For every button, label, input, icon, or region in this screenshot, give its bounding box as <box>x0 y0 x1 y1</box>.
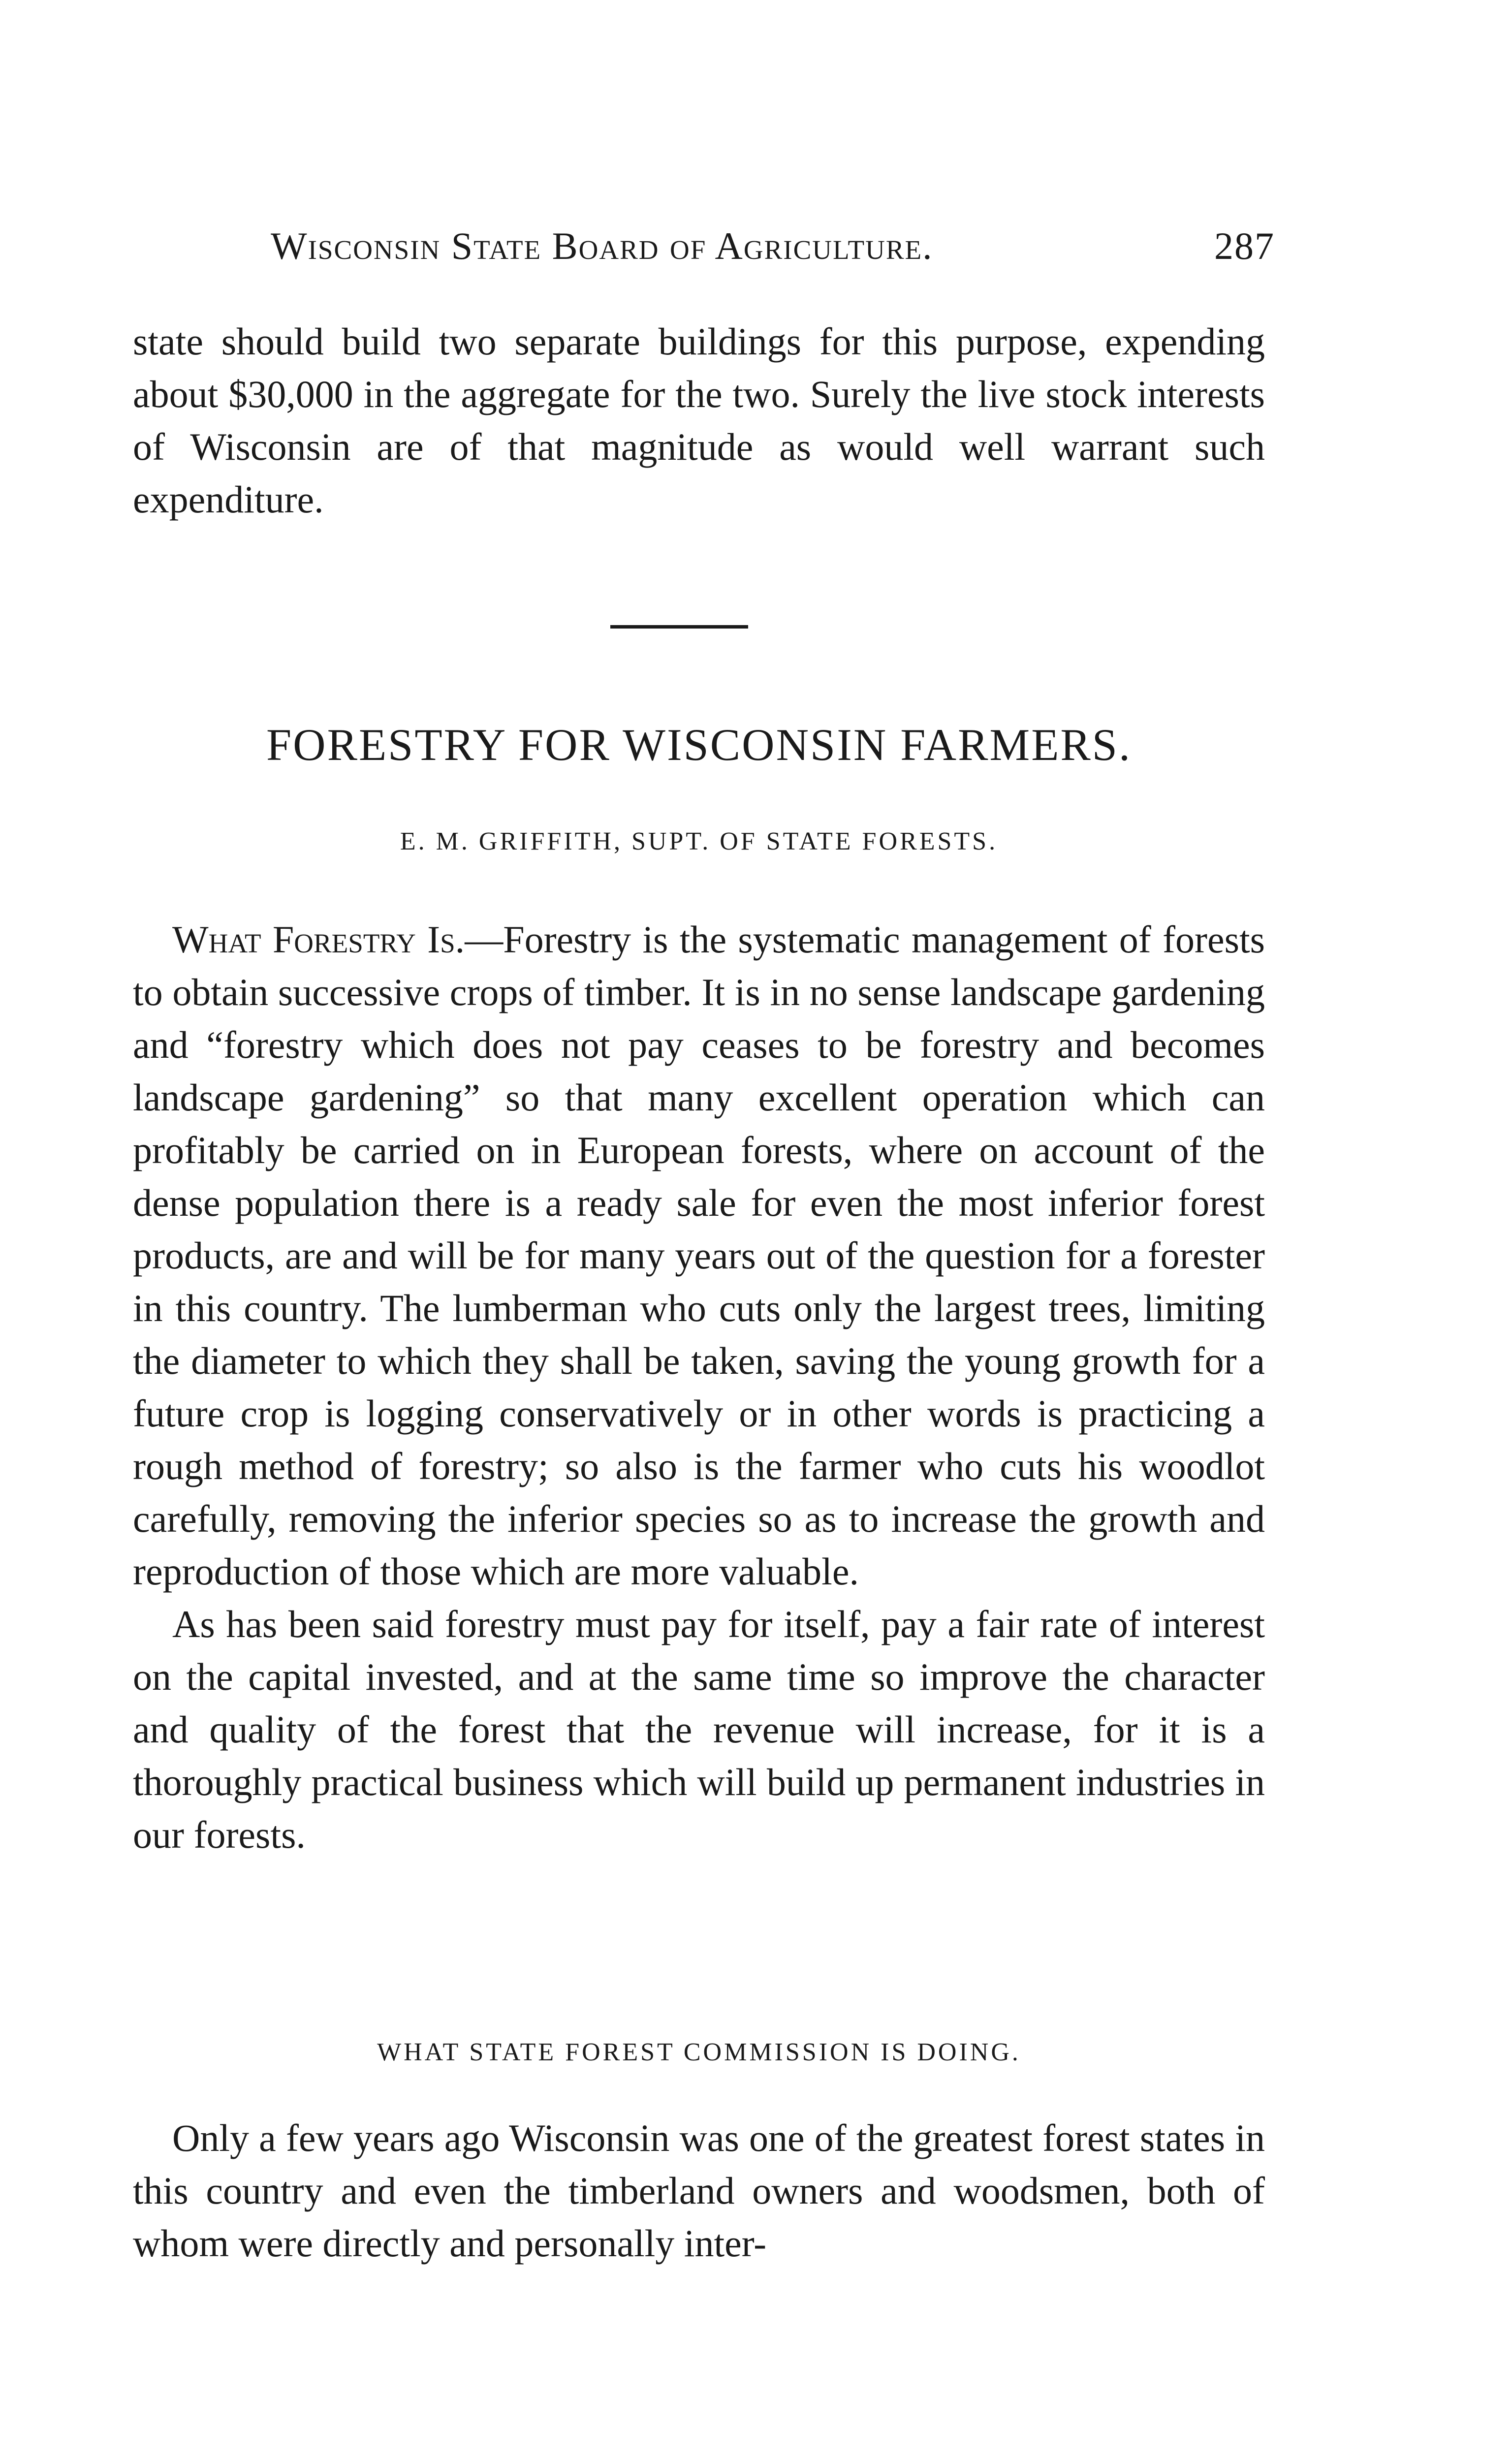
running-title: Wisconsin State Board of Agriculture. <box>271 224 933 267</box>
page-number: 287 <box>1214 224 1275 267</box>
page-header <box>231 224 1275 278</box>
article-title: FORESTRY FOR WISCONSIN FARMERS. <box>266 720 1132 770</box>
body-paragraph-2: As has been said forestry must pay for itself, pay a fair rate of interest on the capital invested, and at the same time so improve the character and quality of the forest that the revenue will increase, for it is a thoroughly practical business which will build up permanent industries in our forests. <box>133 1603 1265 1856</box>
continuation-paragraph: state should build two separate buildings for this purpose, expending about $30,000 in the aggregate for the two. Surely the live stock interests of Wisconsin are of that magnitude as would well warrant such expenditure. <box>133 320 1265 521</box>
section-divider <box>610 625 748 629</box>
article-body <box>133 913 1265 1861</box>
lead-in: What Forestry Is. <box>172 918 465 961</box>
continuation-text <box>133 315 1265 526</box>
section-body <box>133 2112 1265 2270</box>
paragraph-1-text: —Forestry is the systematic management of forests to obtain successive crops of timber. It is in no sense landscape gardening and “forestry which does not pay ceases to be forestry and becomes landscape gardening” so that many excellent operation which can profitably be carried on in European forests, where on account of the dense population there is a ready sale for even the most inferior forest products, are and will be for many years out of the question for a forester in this country. The lumberman who cuts only the largest trees, limiting the diameter to which they shall be taken, saving the young growth for a future crop is logging conservatively or in other words is practicing a rough method of forestry; so also is the farmer who cuts his woodlot carefully, removing the inferior species so as to increase the growth and reproduction of those which are more valuable. <box>133 918 1265 1593</box>
article-byline: E. M. GRIFFITH, SUPT. OF STATE FORESTS. <box>400 827 998 855</box>
body-paragraph-3: Only a few years ago Wisconsin was one of the greatest forest states in this country and even the timberland owners and woodsmen, both of whom were directly and personally inter- <box>133 2116 1265 2265</box>
section-subheading: WHAT STATE FOREST COMMISSION IS DOING. <box>377 2038 1021 2066</box>
body-paragraph-1 <box>133 913 1265 1598</box>
